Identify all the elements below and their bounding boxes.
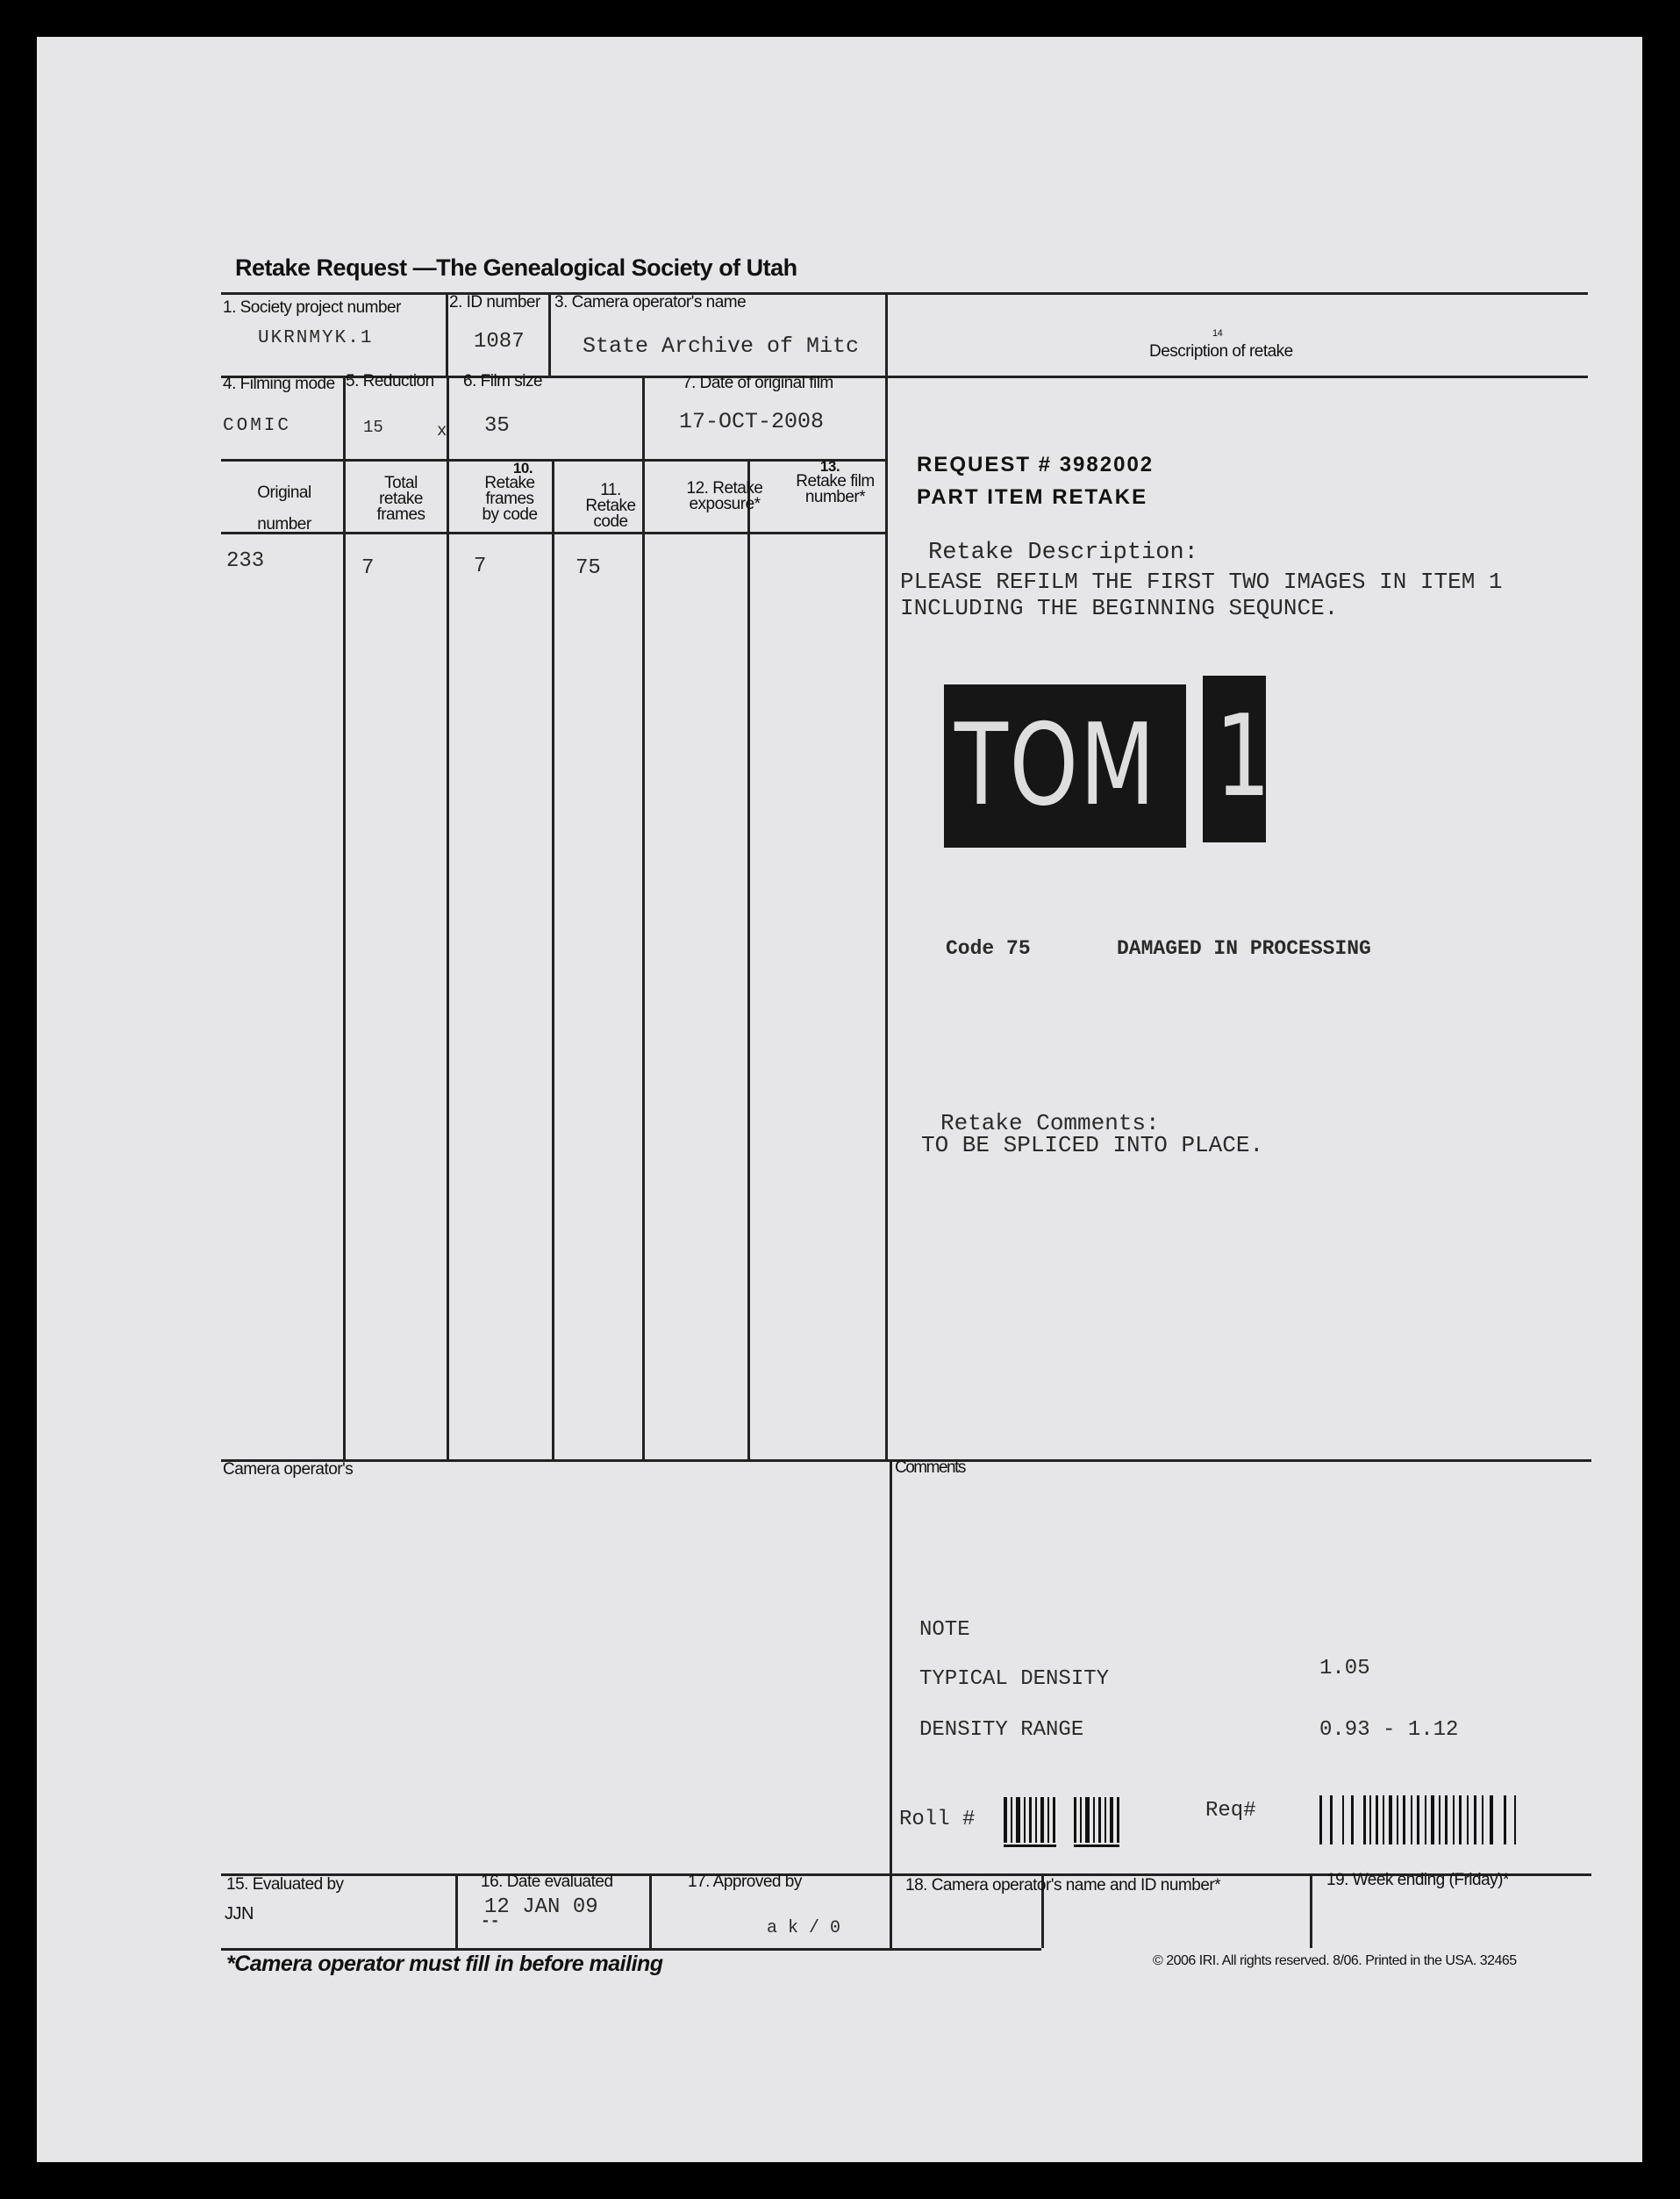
id-number-value: 1087 — [474, 330, 525, 354]
retake-description-label: Retake Description: — [928, 540, 1198, 566]
retake-film-number-header: Retake film number* — [796, 472, 875, 506]
retake-film-number-number: 13. — [819, 458, 840, 475]
reduction-label: 5. Reduction — [346, 372, 434, 390]
total-retake-frames-header: Total retake frames — [376, 474, 425, 524]
filming-mode-value: COMIC — [223, 416, 292, 436]
evaluated-by-label: 15. Evaluated by — [226, 1875, 344, 1894]
note-label: NOTE — [919, 1618, 970, 1642]
retake-code-cell: 75 — [575, 556, 601, 580]
comments-label: Comments — [895, 1458, 965, 1477]
item-number-text: 1 — [1215, 691, 1271, 822]
reduction-value: 15 — [363, 418, 383, 437]
density-range-value: 0.93 - 1.12 — [1319, 1718, 1459, 1742]
retake-comments-label: Retake Comments: — [940, 1110, 1160, 1136]
approved-by-value: a k / 0 — [767, 1918, 841, 1938]
tom-label-text: TOM — [954, 700, 1157, 831]
item-number-card — [1203, 676, 1271, 842]
evaluated-by-value: JJN — [225, 1904, 254, 1923]
retake-frames-by-code-cell: 7 — [474, 555, 487, 578]
reduction-x: x — [437, 421, 447, 441]
original-number-cell: 233 — [226, 549, 265, 573]
tom-label-card — [944, 684, 1186, 848]
date-evaluated-dash: -- — [481, 1913, 500, 1930]
film-size-value: 35 — [484, 414, 510, 438]
filming-mode-label: 4. Filming mode — [223, 375, 335, 393]
typical-density-value: 1.05 — [1319, 1657, 1370, 1680]
roll-number-label: Roll # — [899, 1808, 976, 1831]
typical-density-label: TYPICAL DENSITY — [919, 1667, 1110, 1691]
total-retake-frames-cell: 7 — [361, 556, 375, 580]
retake-description-line2: INCLUDING THE BEGINNING SEQUNCE. — [900, 595, 1339, 621]
form-title: Retake Request —The Genealogical Society of Utah — [235, 254, 797, 281]
date-evaluated-label: 16. Date evaluated — [481, 1873, 613, 1891]
code-number: Code 75 — [946, 937, 1031, 960]
retake-description-line1: PLEASE REFILM THE FIRST TWO IMAGES IN ITEM 1 — [900, 569, 1503, 595]
project-number-value: UKRNMYK.1 — [258, 328, 374, 348]
society-project-number-label: 1. Society project number — [223, 298, 401, 317]
original-film-date-label: 7. Date of original film — [683, 374, 833, 392]
date-evaluated-value: 12 JAN 09 — [484, 1895, 598, 1919]
original-film-date-value: 17-OCT-2008 — [679, 409, 825, 434]
retake-frames-by-code-header: Retake frames by code — [482, 474, 538, 524]
approved-by-label: 17. Approved by — [688, 1873, 802, 1891]
request-number-label: Req# — [1205, 1799, 1256, 1823]
copyright-notice: © 2006 IRI. All rights reserved. 8/06. Printed in the USA. 32465 — [1153, 1953, 1517, 1968]
operator-name-id-label: 18. Camera operator's name and ID number* — [905, 1876, 1221, 1895]
part-item-retake: PART ITEM RETAKE — [917, 485, 1148, 509]
id-number-label: 2. ID number — [449, 293, 540, 312]
request-number: REQUEST # 3982002 — [917, 453, 1155, 476]
retake-code-header: 11. Retake code — [585, 481, 636, 531]
retake-frames-by-code-number: 10. — [512, 460, 533, 476]
must-fill-notice: *Camera operator must fill in before mailing — [226, 1952, 663, 1976]
retake-comments-text: TO BE SPLICED INTO PLACE. — [921, 1132, 1264, 1158]
film-size-label: 6. Film size — [463, 372, 543, 390]
description-field-number: 14 — [1212, 328, 1223, 339]
operator-name-value: State Archive of Mitc — [583, 333, 860, 359]
code-description: DAMAGED IN PROCESSING — [1117, 937, 1371, 960]
retake-request-form — [37, 37, 1642, 2162]
camera-operator-name-label: 3. Camera operator's name — [554, 293, 747, 312]
original-number-header: Original number — [257, 483, 311, 534]
retake-exposure-header: 12. Retake exposure* — [686, 479, 763, 513]
camera-operators-label: Camera operator's — [223, 1460, 354, 1479]
week-ending-label: 19. Week ending (Friday)* — [1326, 1871, 1509, 1889]
description-of-retake-label: Description of retake — [1149, 342, 1293, 361]
density-range-label: DENSITY RANGE — [919, 1718, 1084, 1742]
